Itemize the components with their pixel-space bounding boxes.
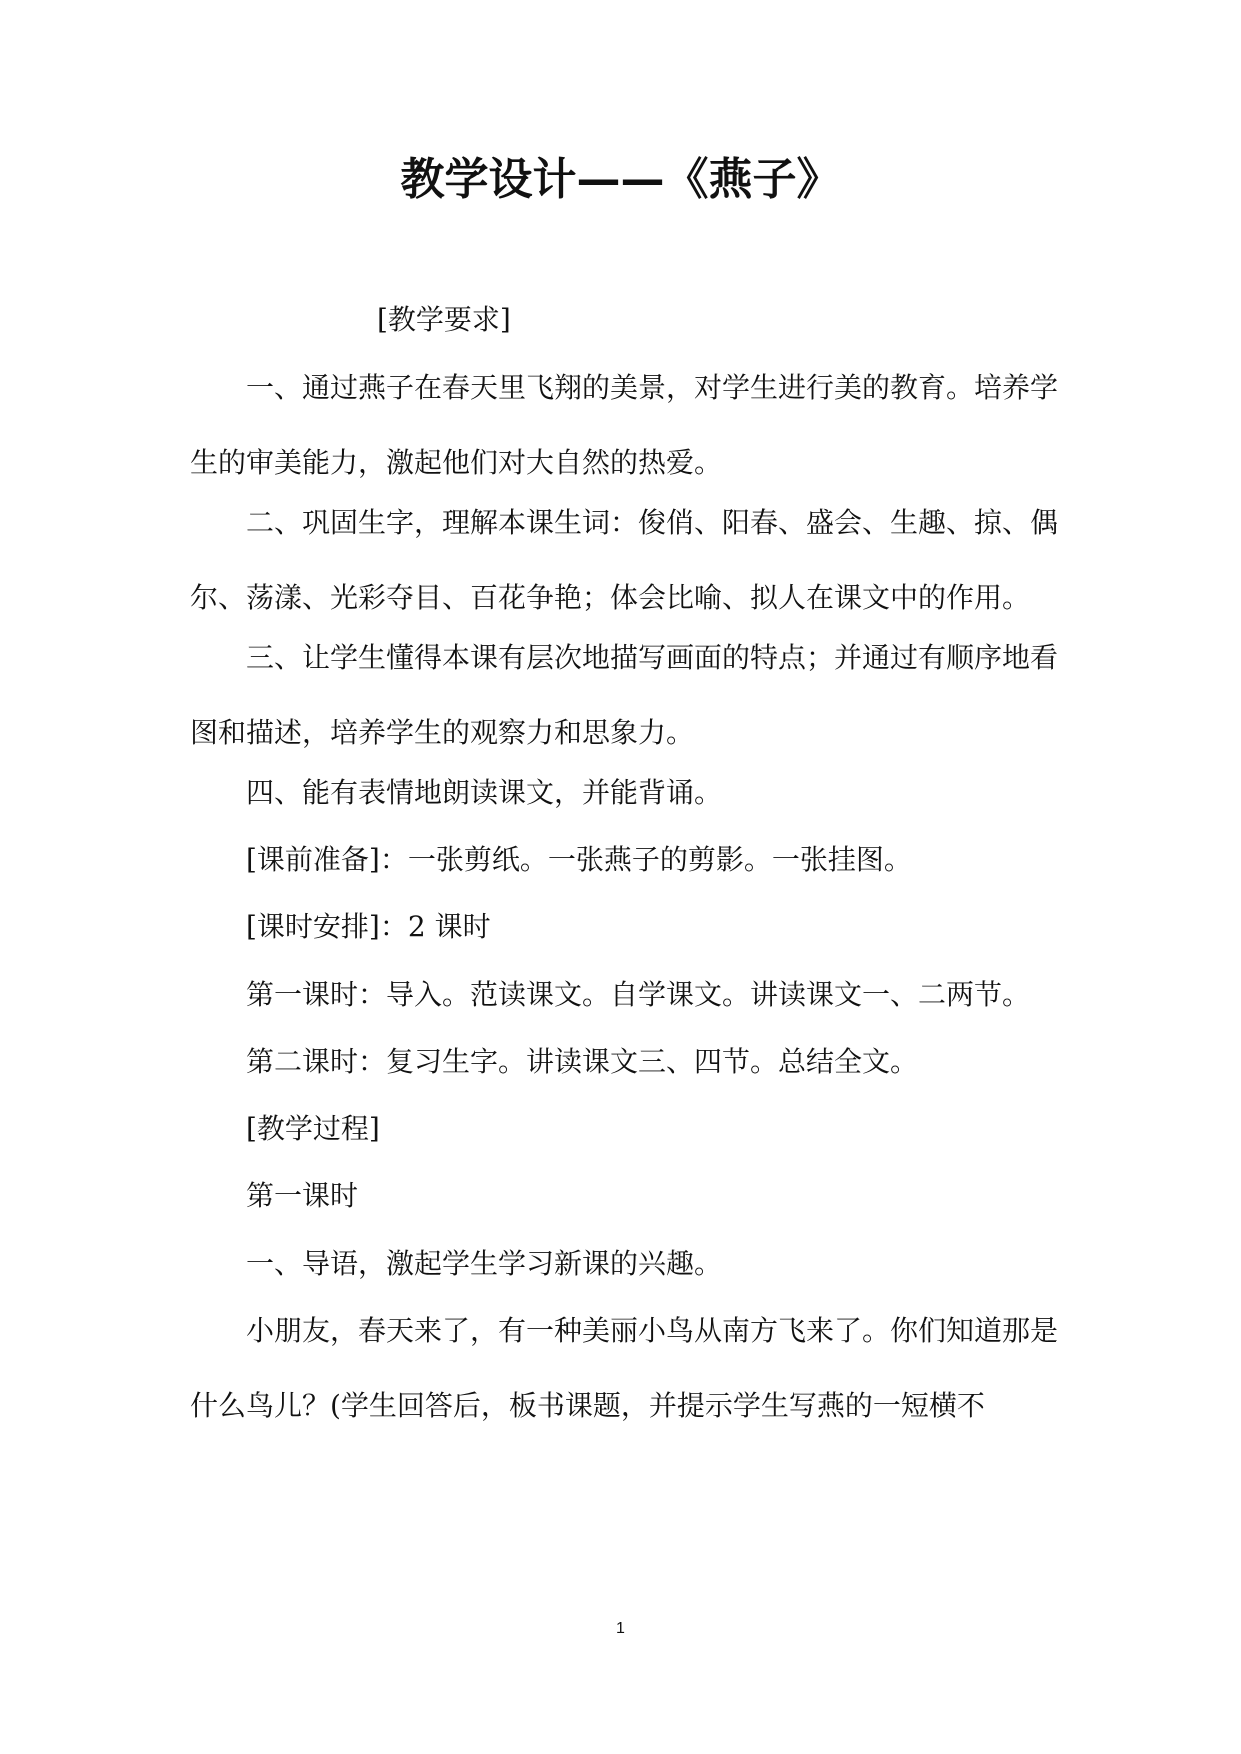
requirements-heading: [教学要求]: [377, 303, 511, 336]
paragraph-lesson-1: 第一课时：导入。范读课文。自学课文。讲读课文一、二两节。: [246, 978, 1031, 1011]
page-number: 1: [616, 1620, 625, 1637]
paragraph-story: 小朋友，春天来了，有一种美丽小鸟从南方飞来了。你们知道那是什么鸟儿？(学生回答后，板书课题，并提示学生写燕的一短横不: [190, 1314, 1059, 1422]
paragraph-schedule: [课时安排]：2 课时: [246, 910, 491, 943]
paragraph-1: 一、通过燕子在春天里飞翔的美景，对学生进行美的教育。培养学生的审美能力，激起他们对大自然的热爱。: [190, 371, 1059, 479]
first-lesson-heading: 第一课时: [246, 1179, 359, 1212]
document-title: 教学设计——《燕子》: [400, 154, 841, 205]
paragraph-3: 三、让学生懂得本课有层次地描写画面的特点；并通过有顺序地看图和描述，培养学生的观察力和思象力。: [190, 641, 1059, 749]
paragraph-lesson-2: 第二课时：复习生字。讲读课文三、四节。总结全文。: [246, 1045, 919, 1078]
paragraph-2: 二、巩固生字，理解本课生词：俊俏、阳春、盛会、生趣、掠、偶尔、荡漾、光彩夺目、百花争艳；体会比喻、拟人在课文中的作用。: [190, 506, 1059, 614]
paragraph-prep: [课前准备]：一张剪纸。一张燕子的剪影。一张挂图。: [246, 843, 912, 876]
paragraph-4: 四、能有表情地朗读课文，并能背诵。: [246, 776, 723, 809]
paragraph-intro: 一、导语，激起学生学习新课的兴趣。: [246, 1247, 723, 1280]
process-heading: [教学过程]: [246, 1112, 380, 1145]
